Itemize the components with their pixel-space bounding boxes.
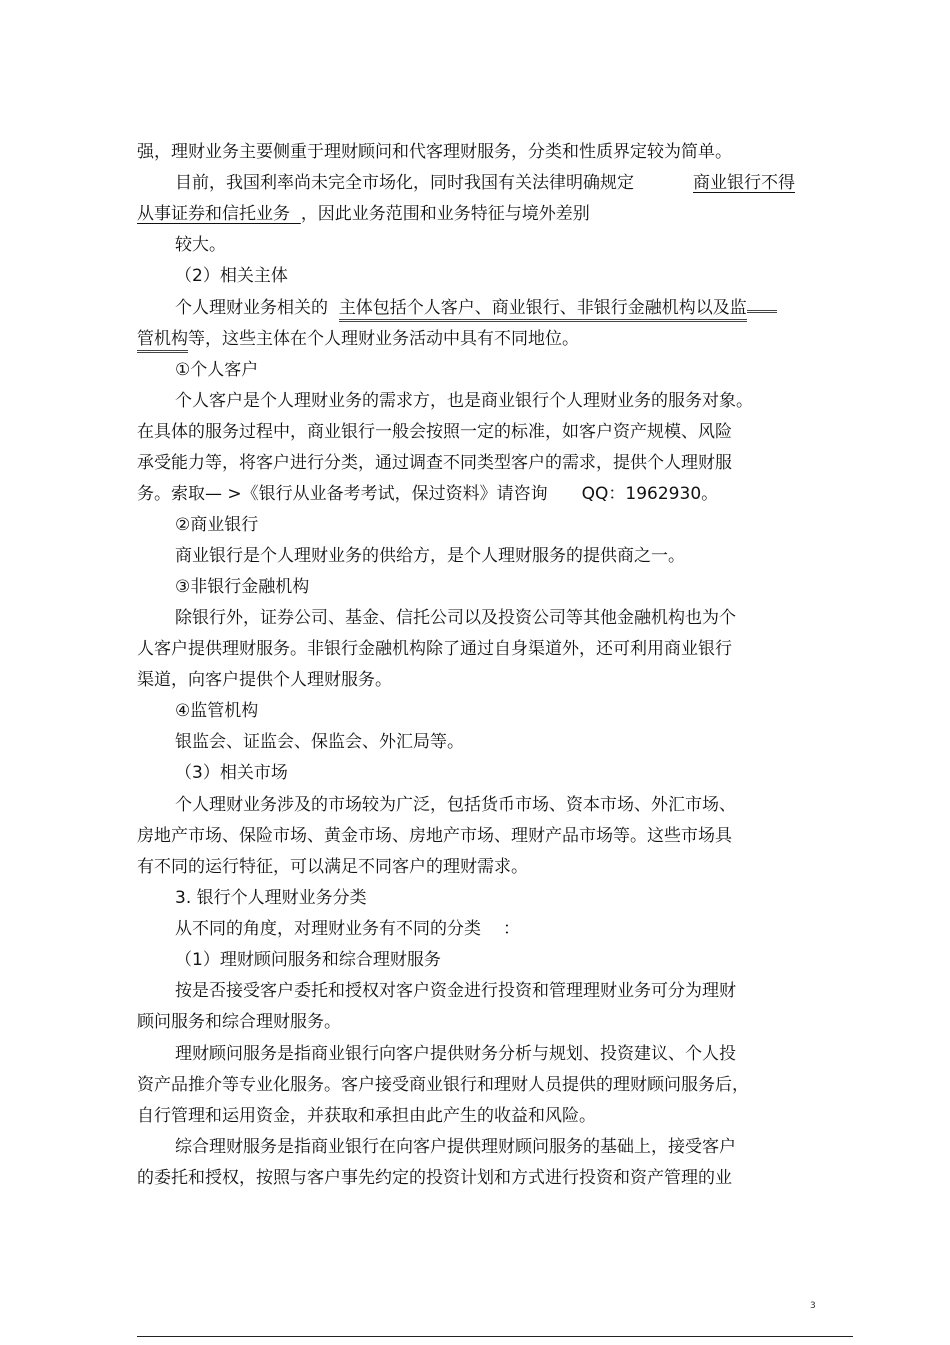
text-line: 强，理财业务主要侧重于理财顾问和代客理财服务，分类和性质界定较为简单。 [137,142,732,162]
text-line: 银监会、证监会、保监会、外汇局等。 [175,732,464,752]
text-line: 除银行外，证券公司、基金、信托公司以及投资公司等其他金融机构也为个 [175,608,736,628]
text-line: 管机构等，这些主体在个人理财业务活动中具有不同地位。 [137,328,579,350]
underlined-text: 商业银行不得 [693,173,795,193]
double-underlined-text: 主体包括个人客户、商业银行、非银行金融机构以及监 [339,298,747,322]
text-line: 从不同的角度，对理财业务有不同的分类 ： [175,919,520,939]
subsection-heading: ②商业银行 [175,515,259,535]
double-underlined-text: 管机构 [137,329,188,353]
text-line: 务。索取— >《银行从业备考考试，保过资料》请咨询 QQ：1962930。 [137,484,719,504]
text-line: 较大。 [175,235,226,255]
text-line: 个人客户是个人理财业务的需求方，也是商业银行个人理财业务的服务对象。 [175,391,753,411]
subsection-heading: ①个人客户 [175,360,259,380]
text-line: 承受能力等，将客户进行分类，通过调查不同类型客户的需求，提供个人理财服 [137,453,732,473]
text-line: 人客户提供理财服务。非银行金融机构除了通过自身渠道外，还可利用商业银行 [137,639,732,659]
footer-rule [137,1336,853,1337]
underlined-text: 从事证券和信托业务 [137,204,290,224]
section-heading: （2）相关主体 [175,266,288,286]
text-line: 个人理财业务涉及的市场较为广泛，包括货币市场、资本市场、外汇市场、 [175,795,736,815]
text-line: 房地产市场、保险市场、黄金市场、房地产市场、理财产品市场等。这些市场具 [137,826,732,846]
text-line: 综合理财服务是指商业银行在向客户提供理财顾问服务的基础上，接受客户 [175,1137,736,1157]
text-line: 商业银行是个人理财业务的供给方，是个人理财服务的提供商之一。 [175,546,685,566]
text-line: 自行管理和运用资金，并获取和承担由此产生的收益和风险。 [137,1106,596,1126]
text-line: 从事证券和信托业务 ，因此业务范围和业务特征与境外差别 [137,204,590,224]
text-line: 在具体的服务过程中，商业银行一般会按照一定的标准，如客户资产规模、风险 [137,422,732,442]
section-heading: （3）相关市场 [175,763,288,783]
qq-contact: QQ：1962930。 [581,484,719,504]
text-line: 的委托和授权，按照与客户事先约定的投资计划和方式进行投资和资产管理的业 [137,1168,732,1188]
text-line: 理财顾问服务是指商业银行向客户提供财务分析与规划、投资建议、个人投 [175,1044,736,1064]
section-heading: 3. 银行个人理财业务分类 [175,888,367,908]
text-line: 个人理财业务相关的 主体包括个人客户、商业银行、非银行金融机构以及监 [175,297,777,319]
subsection-heading: ③非银行金融机构 [175,577,310,597]
page-number: 3 [810,1301,816,1311]
subsection-heading: ④监管机构 [175,701,259,721]
text-line: 按是否接受客户委托和授权对客户资金进行投资和管理理财业务可分为理财 [175,981,736,1001]
text-line: 顾问服务和综合理财服务。 [137,1012,341,1032]
text-line: 有不同的运行特征，可以满足不同客户的理财需求。 [137,857,528,877]
section-heading: （1）理财顾问服务和综合理财服务 [175,950,441,970]
text-line: 资产品推介等专业化服务。客户接受商业银行和理财人员提供的理财顾问服务后， [137,1075,749,1095]
text-line: 目前，我国利率尚未完全市场化，同时我国有关法律明确规定 [175,173,634,193]
text-line: 渠道，向客户提供个人理财服务。 [137,670,392,690]
